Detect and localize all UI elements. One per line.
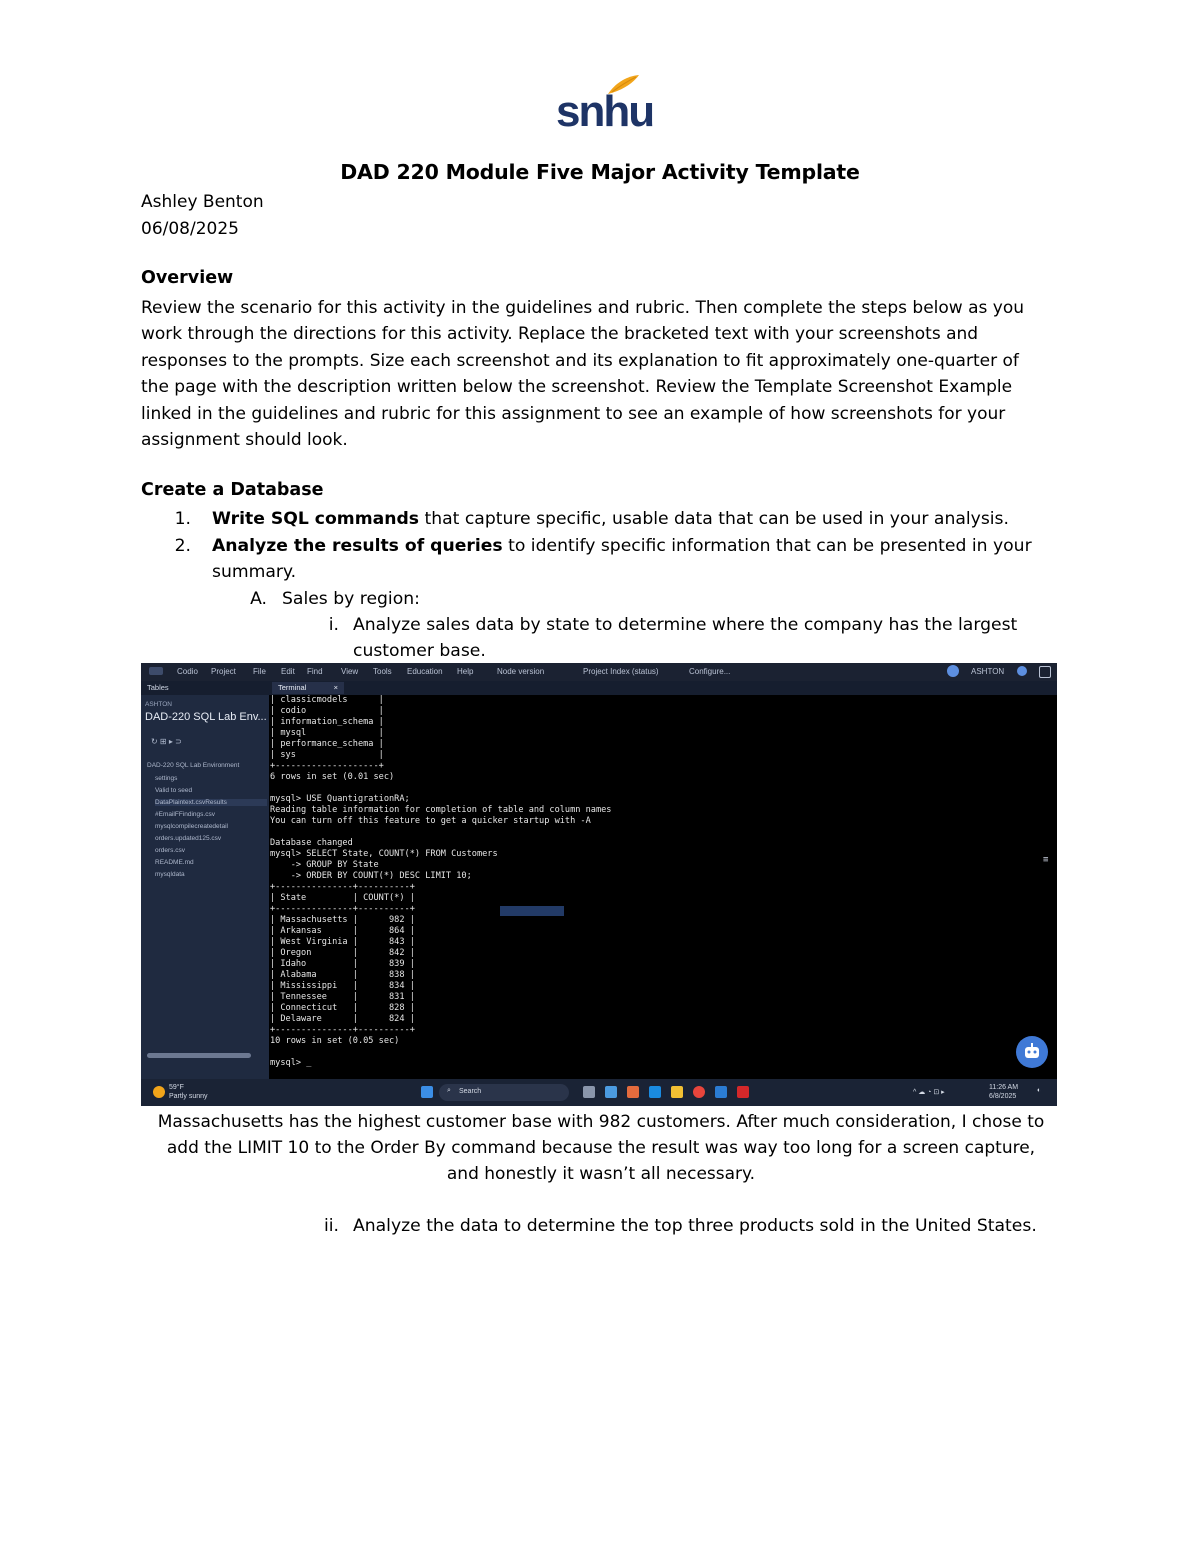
project-label: ASHTON [145,701,172,708]
overview-line: the page with the description written below the screenshot. Review the Template Screenshot Example [141,377,1013,398]
terminal-line: Reading table information for completion of table and column names [270,805,612,815]
avatar[interactable] [947,665,959,677]
weather-temp[interactable]: 59°F [169,1084,184,1091]
power-icon[interactable] [1017,666,1027,676]
logout-icon[interactable] [1039,666,1051,678]
file-item[interactable]: DataPlaintext.csvResults [155,799,267,806]
terminal-line [270,827,1040,838]
list-bold-text: Write SQL commands [212,509,419,529]
terminal-line: | Massachusetts | 982 | [270,915,415,925]
task-view-icon[interactable] [583,1086,595,1098]
list-text: Analyze sales data by state to determine where the company has the largest [353,615,1018,635]
terminal-line: | Mississippi | 834 | [270,981,415,991]
file-sidebar [141,681,269,1079]
list-text-continued: summary. [212,562,297,582]
codio-logo-icon [149,667,163,675]
document-title: DAD 220 Module Five Major Activity Template [340,160,860,184]
caption-line: Massachusetts has the highest customer base with 982 customers. After much consideration, I chose to [157,1112,1045,1132]
list-text: to identify specific information that can be presented in your [502,536,1032,556]
file-item[interactable]: Valid to seed [155,787,193,794]
menu-item[interactable]: Edit [281,667,295,676]
terminal-line: | information_schema | [270,717,384,727]
terminal-line: | mysql | [270,728,384,738]
list-text: Sales by region: [282,589,420,609]
terminal-line: | West Virginia | 843 | [270,937,415,947]
terminal-line: -> GROUP BY State [270,860,379,870]
acrobat-icon[interactable] [737,1086,749,1098]
terminal-tab[interactable] [272,682,344,694]
sidebar-toolbar[interactable]: ↻ ⊞ ▸ ⊃ [151,737,182,746]
file-item[interactable]: mysqldata [155,871,185,878]
search-label: Search [459,1088,482,1095]
tray-icons[interactable]: ^ ☁ ◔ ⊡ ▸ [913,1089,945,1096]
assistant-bot-icon[interactable] [1016,1036,1048,1068]
list-number: 2. [174,536,191,556]
project-name[interactable]: DAD-220 SQL Lab Env... [145,711,267,723]
edge-icon[interactable] [649,1086,661,1098]
sidebar-tabs [141,681,269,695]
terminal-line: -> ORDER BY COUNT(*) DESC LIMIT 10; [270,871,472,881]
tree-root[interactable]: DAD-220 SQL Lab Environment [147,762,240,769]
menu-item[interactable]: Help [457,667,474,676]
terminal-line: +---------------+----------+ [270,882,415,892]
terminal-line: | Tennessee | 831 | [270,992,415,1002]
ide-menubar [141,663,1057,681]
terminal-tabs [269,681,1057,695]
menu-item[interactable]: Education [407,667,443,676]
overview-line: linked in the guidelines and rubric for this assignment to see an example of how screenshots for your [141,403,1006,424]
menu-item[interactable]: Tools [373,667,392,676]
terminal-line: +---------------+----------+ [270,904,415,914]
windows-start-icon[interactable] [421,1086,433,1098]
list-bold-text: Analyze the results of queries [212,536,503,556]
terminal-line: 10 rows in set (0.05 sec) [270,1036,400,1046]
windows-taskbar [141,1079,1057,1106]
terminal-line: mysql> SELECT State, COUNT(*) FROM Customers [270,849,498,859]
list-text: that capture specific, usable data that can be used in your analysis. [419,509,1009,529]
document-date: 06/08/2025 [141,219,239,239]
terminal-line: Database changed [270,838,353,848]
file-item[interactable]: orders.updated125.csv [155,835,222,842]
app-icon[interactable] [605,1086,617,1098]
menu-item[interactable]: Project [211,667,236,676]
terminal-tab-label: Terminal [278,683,307,692]
list-letter: A. [250,589,267,609]
clock-time[interactable]: 11:26 AM [989,1084,1019,1091]
terminal-line [270,783,1040,794]
configure-dropdown[interactable]: Configure... [689,667,731,676]
close-icon[interactable]: × [333,683,338,692]
user-name[interactable]: ASHTON [971,667,1005,676]
terminal-line: | State | COUNT(*) | [270,893,415,903]
menu-item[interactable]: File [253,667,266,676]
terminal-line: mysql> USE QuantigrationRA; [270,794,410,804]
terminal-line: | Connecticut | 828 | [270,1003,415,1013]
chrome-icon[interactable] [693,1086,705,1098]
author-name: Ashley Benton [141,192,264,212]
list-roman: i. [328,615,339,635]
terminal-line: | performance_schema | [270,739,384,749]
menu-item[interactable]: Find [307,667,323,676]
create-database-heading: Create a Database [141,480,324,500]
weather-desc[interactable]: Partly sunny [169,1093,208,1100]
menu-item[interactable]: View [341,667,359,676]
terminal-line [270,1047,1040,1058]
overview-line: assignment should look. [141,430,348,451]
weather-icon [153,1086,165,1098]
terminal-line: You can turn off this feature to get a quicker startup with -A [270,816,591,826]
snhu-logo [556,74,654,136]
overview-line: Review the scenario for this activity in the guidelines and rubric. Then complete the steps below as you [141,298,1025,318]
overview-paragraph [141,295,1061,453]
terminal-line: | classicmodels | [270,695,384,705]
file-item[interactable]: mysqlcompilecreatedetail [155,823,228,830]
search-icon: ⌕ [447,1087,451,1094]
list-number: 1. [174,509,191,529]
terminal-line: +---------------+----------+ [270,1025,415,1035]
overview-line: responses to the prompts. Size each screenshot and its explanation to fit approximately one-quarter of [141,350,1019,371]
clock-date[interactable]: 6/8/2025 [989,1093,1017,1100]
sidebar-tab[interactable]: Tables [147,683,169,692]
terminal-line: | Oregon | 842 | [270,948,415,958]
terminal-line: 6 rows in set (0.01 sec) [270,772,395,782]
terminal-line: | Idaho | 839 | [270,959,415,969]
node-version-dropdown[interactable]: Node version [497,667,545,676]
list-text: Analyze the data to determine the top three products sold in the United States. [353,1216,1037,1236]
file-item[interactable]: #EmailFFindings.csv [155,811,215,818]
sidebar-scrollbar[interactable] [147,1053,251,1058]
file-explorer-icon[interactable] [671,1086,683,1098]
terminal-line: | codio | [270,706,384,716]
taskbar-search-box[interactable] [439,1084,569,1101]
file-item[interactable]: orders.csv [155,847,185,854]
overview-heading: Overview [141,268,234,288]
screenshot-caption [141,1109,1061,1187]
terminal-line: mysql> _ [270,1058,312,1068]
terminal-line: | Arkansas | 864 | [270,926,415,936]
drag-handle-icon[interactable]: ≡ [1043,855,1049,865]
overview-line: work through the directions for this activity. Replace the bracketed text with your screenshots and [141,324,979,345]
caption-line: add the LIMIT 10 to the Order By command because the result was way too long for a screen capture, [166,1138,1036,1158]
list-text-continued: customer base. [353,641,486,661]
list-roman: ii. [323,1216,339,1236]
logo-text: snhu [556,87,654,136]
terminal-line: | Delaware | 824 | [270,1014,415,1024]
caption-line: and honestly it wasn’t all necessary. [446,1164,756,1184]
terminal-line: +--------------------+ [270,761,384,771]
file-item[interactable]: settings [155,775,178,782]
notification-icon[interactable]: ◐ [1037,1087,1042,1094]
terminal-screenshot [141,663,1057,1106]
project-index-dropdown[interactable]: Project Index (status) [583,667,659,676]
terminal-output[interactable] [270,695,1040,1079]
copilot-icon[interactable] [627,1086,639,1098]
terminal-line: | sys | [270,750,384,760]
menu-item[interactable]: Codio [177,667,198,676]
selection-highlight [500,906,564,916]
file-item[interactable]: README.md [155,859,194,866]
outlook-icon[interactable] [715,1086,727,1098]
terminal-line: | Alabama | 838 | [270,970,415,980]
